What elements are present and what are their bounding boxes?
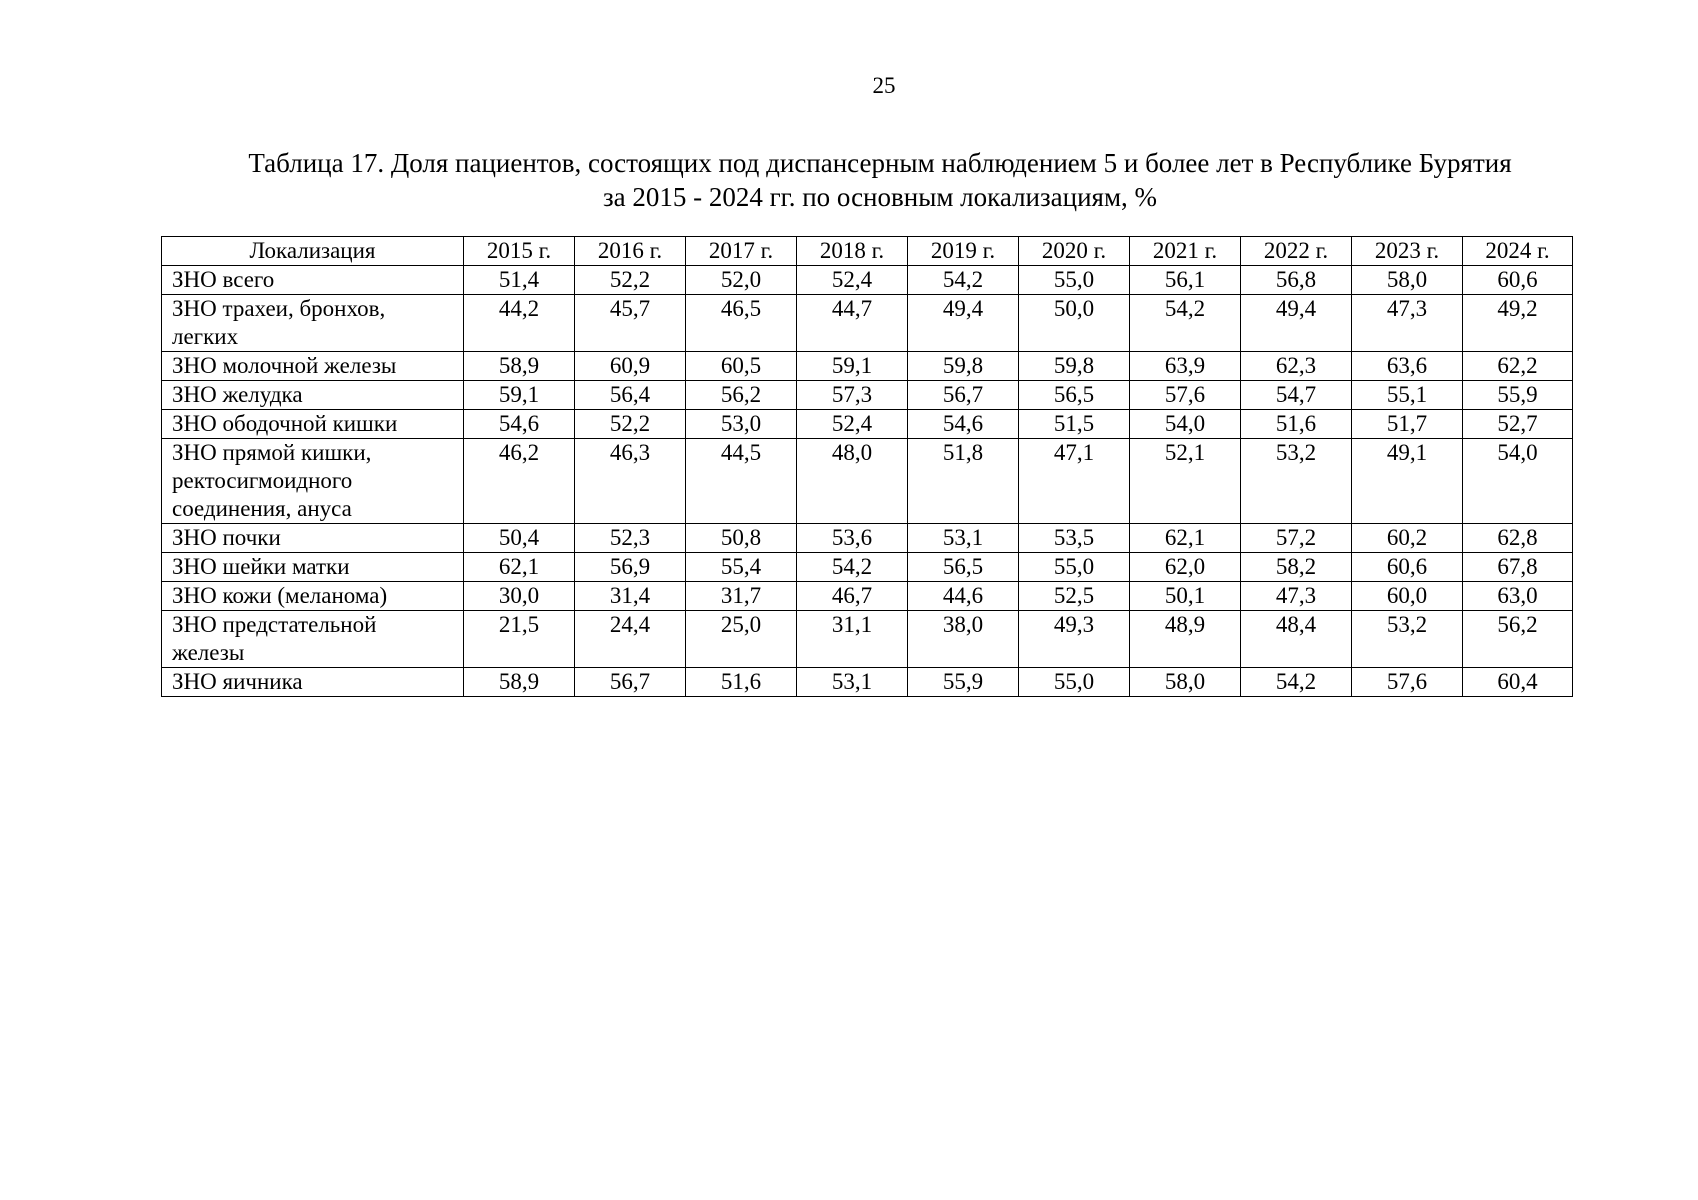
value-cell: 62,8 — [1463, 524, 1573, 553]
localization-line: ЗНО желудка — [172, 382, 303, 407]
header-year: 2021 г. — [1130, 237, 1241, 266]
value-cell: 51,5 — [1019, 410, 1130, 439]
value-cell: 56,5 — [1019, 381, 1130, 410]
localization-cell — [162, 381, 464, 410]
value-cell: 62,1 — [1130, 524, 1241, 553]
value-cell: 54,6 — [908, 410, 1019, 439]
value-cell: 58,9 — [464, 352, 575, 381]
localization-cell — [162, 553, 464, 582]
value-cell: 31,1 — [797, 611, 908, 668]
header-year: 2015 г. — [464, 237, 575, 266]
table-body — [162, 266, 1573, 697]
value-cell: 44,6 — [908, 582, 1019, 611]
value-cell: 53,2 — [1352, 611, 1463, 668]
value-cell: 49,4 — [908, 295, 1019, 352]
localization-cell — [162, 524, 464, 553]
value-cell: 38,0 — [908, 611, 1019, 668]
value-cell: 54,0 — [1463, 439, 1573, 524]
value-cell: 46,7 — [797, 582, 908, 611]
value-cell: 56,7 — [908, 381, 1019, 410]
caption-line-2: за 2015 - 2024 гг. по основным локализациям, % — [602, 182, 1158, 212]
value-cell: 59,8 — [1019, 352, 1130, 381]
value-cell: 53,0 — [686, 410, 797, 439]
value-cell: 56,9 — [575, 553, 686, 582]
value-cell: 48,4 — [1241, 611, 1352, 668]
table-row — [162, 266, 1573, 295]
table-row — [162, 582, 1573, 611]
value-cell: 52,5 — [1019, 582, 1130, 611]
localization-line: ЗНО ободочной кишки — [172, 411, 398, 436]
localization-line: ЗНО шейки матки — [172, 554, 350, 579]
localization-cell — [162, 266, 464, 295]
value-cell: 54,7 — [1241, 381, 1352, 410]
table-caption — [160, 146, 1600, 214]
value-cell: 58,0 — [1352, 266, 1463, 295]
value-cell: 55,0 — [1019, 553, 1130, 582]
localization-line: ЗНО всего — [172, 267, 275, 292]
value-cell: 54,2 — [908, 266, 1019, 295]
value-cell: 52,2 — [575, 266, 686, 295]
value-cell: 51,8 — [908, 439, 1019, 524]
table-row — [162, 611, 1573, 668]
localization-cell — [162, 611, 464, 668]
value-cell: 55,9 — [1463, 381, 1573, 410]
value-cell: 56,4 — [575, 381, 686, 410]
value-cell: 58,2 — [1241, 553, 1352, 582]
header-row — [162, 237, 1573, 266]
header-year: 2023 г. — [1352, 237, 1463, 266]
value-cell: 63,0 — [1463, 582, 1573, 611]
value-cell: 53,1 — [797, 668, 908, 697]
localization-cell — [162, 410, 464, 439]
value-cell: 57,6 — [1352, 668, 1463, 697]
value-cell: 56,2 — [1463, 611, 1573, 668]
value-cell: 49,3 — [1019, 611, 1130, 668]
value-cell: 50,1 — [1130, 582, 1241, 611]
localization-share-table — [161, 236, 1573, 697]
localization-cell — [162, 295, 464, 352]
value-cell: 54,0 — [1130, 410, 1241, 439]
page-number: 25 — [872, 73, 896, 98]
value-cell: 52,4 — [797, 410, 908, 439]
value-cell: 51,4 — [464, 266, 575, 295]
value-cell: 59,8 — [908, 352, 1019, 381]
value-cell: 55,1 — [1352, 381, 1463, 410]
value-cell: 21,5 — [464, 611, 575, 668]
value-cell: 54,2 — [797, 553, 908, 582]
localization-line: легких — [172, 324, 239, 349]
table-row — [162, 439, 1573, 524]
value-cell: 30,0 — [464, 582, 575, 611]
value-cell: 50,4 — [464, 524, 575, 553]
localization-line: ЗНО предстательной — [172, 612, 377, 637]
header-year: 2016 г. — [575, 237, 686, 266]
table-row — [162, 524, 1573, 553]
localization-line: ректосигмоидного — [172, 468, 353, 493]
value-cell: 31,4 — [575, 582, 686, 611]
caption-line-1: Таблица 17. Доля пациентов, состоящих под диспансерным наблюдением 5 и более лет в Республике Бурятия — [248, 148, 1512, 178]
value-cell: 53,1 — [908, 524, 1019, 553]
value-cell: 48,9 — [1130, 611, 1241, 668]
localization-line: соединения, ануса — [172, 496, 352, 521]
localization-cell — [162, 668, 464, 697]
value-cell: 44,5 — [686, 439, 797, 524]
value-cell: 63,6 — [1352, 352, 1463, 381]
value-cell: 57,6 — [1130, 381, 1241, 410]
localization-line: ЗНО прямой кишки, — [172, 440, 372, 465]
localization-line: ЗНО почки — [172, 525, 281, 550]
value-cell: 58,9 — [464, 668, 575, 697]
table-container — [161, 236, 1573, 697]
value-cell: 25,0 — [686, 611, 797, 668]
value-cell: 59,1 — [464, 381, 575, 410]
header-year: 2017 г. — [686, 237, 797, 266]
value-cell: 54,2 — [1130, 295, 1241, 352]
value-cell: 55,4 — [686, 553, 797, 582]
value-cell: 60,6 — [1463, 266, 1573, 295]
value-cell: 56,7 — [575, 668, 686, 697]
value-cell: 55,0 — [1019, 266, 1130, 295]
value-cell: 54,6 — [464, 410, 575, 439]
value-cell: 62,1 — [464, 553, 575, 582]
localization-line: железы — [172, 640, 245, 665]
value-cell: 53,2 — [1241, 439, 1352, 524]
value-cell: 62,0 — [1130, 553, 1241, 582]
value-cell: 56,5 — [908, 553, 1019, 582]
value-cell: 52,1 — [1130, 439, 1241, 524]
value-cell: 51,6 — [686, 668, 797, 697]
header-year: 2019 г. — [908, 237, 1019, 266]
value-cell: 60,6 — [1352, 553, 1463, 582]
value-cell: 47,3 — [1352, 295, 1463, 352]
header-localization: Локализация — [162, 237, 464, 266]
localization-cell — [162, 439, 464, 524]
value-cell: 52,7 — [1463, 410, 1573, 439]
value-cell: 58,0 — [1130, 668, 1241, 697]
value-cell: 51,6 — [1241, 410, 1352, 439]
value-cell: 57,2 — [1241, 524, 1352, 553]
value-cell: 46,5 — [686, 295, 797, 352]
value-cell: 31,7 — [686, 582, 797, 611]
value-cell: 50,0 — [1019, 295, 1130, 352]
localization-line: ЗНО кожи (меланома) — [172, 583, 388, 608]
value-cell: 49,4 — [1241, 295, 1352, 352]
value-cell: 60,5 — [686, 352, 797, 381]
value-cell: 47,1 — [1019, 439, 1130, 524]
value-cell: 49,1 — [1352, 439, 1463, 524]
table-row — [162, 410, 1573, 439]
value-cell: 60,2 — [1352, 524, 1463, 553]
table-row — [162, 295, 1573, 352]
value-cell: 59,1 — [797, 352, 908, 381]
value-cell: 24,4 — [575, 611, 686, 668]
value-cell: 44,2 — [464, 295, 575, 352]
table-row — [162, 668, 1573, 697]
value-cell: 52,2 — [575, 410, 686, 439]
value-cell: 51,7 — [1352, 410, 1463, 439]
localization-cell — [162, 352, 464, 381]
value-cell: 48,0 — [797, 439, 908, 524]
value-cell: 56,1 — [1130, 266, 1241, 295]
value-cell: 56,8 — [1241, 266, 1352, 295]
header-year: 2022 г. — [1241, 237, 1352, 266]
localization-line: ЗНО трахеи, бронхов, — [172, 296, 386, 321]
value-cell: 52,4 — [797, 266, 908, 295]
value-cell: 55,9 — [908, 668, 1019, 697]
value-cell: 62,3 — [1241, 352, 1352, 381]
header-year: 2024 г. — [1463, 237, 1573, 266]
value-cell: 60,4 — [1463, 668, 1573, 697]
value-cell: 55,0 — [1019, 668, 1130, 697]
value-cell: 53,6 — [797, 524, 908, 553]
value-cell: 45,7 — [575, 295, 686, 352]
localization-line: ЗНО яичника — [172, 669, 303, 694]
localization-cell — [162, 582, 464, 611]
value-cell: 67,8 — [1463, 553, 1573, 582]
table-row — [162, 381, 1573, 410]
value-cell: 57,3 — [797, 381, 908, 410]
header-year: 2018 г. — [797, 237, 908, 266]
value-cell: 46,2 — [464, 439, 575, 524]
value-cell: 63,9 — [1130, 352, 1241, 381]
value-cell: 60,9 — [575, 352, 686, 381]
value-cell: 52,3 — [575, 524, 686, 553]
value-cell: 46,3 — [575, 439, 686, 524]
table-row — [162, 553, 1573, 582]
header-year: 2020 г. — [1019, 237, 1130, 266]
value-cell: 62,2 — [1463, 352, 1573, 381]
value-cell: 49,2 — [1463, 295, 1573, 352]
value-cell: 56,2 — [686, 381, 797, 410]
value-cell: 54,2 — [1241, 668, 1352, 697]
localization-line: ЗНО молочной железы — [172, 353, 397, 378]
value-cell: 50,8 — [686, 524, 797, 553]
value-cell: 60,0 — [1352, 582, 1463, 611]
value-cell: 52,0 — [686, 266, 797, 295]
value-cell: 44,7 — [797, 295, 908, 352]
value-cell: 53,5 — [1019, 524, 1130, 553]
value-cell: 47,3 — [1241, 582, 1352, 611]
table-row — [162, 352, 1573, 381]
